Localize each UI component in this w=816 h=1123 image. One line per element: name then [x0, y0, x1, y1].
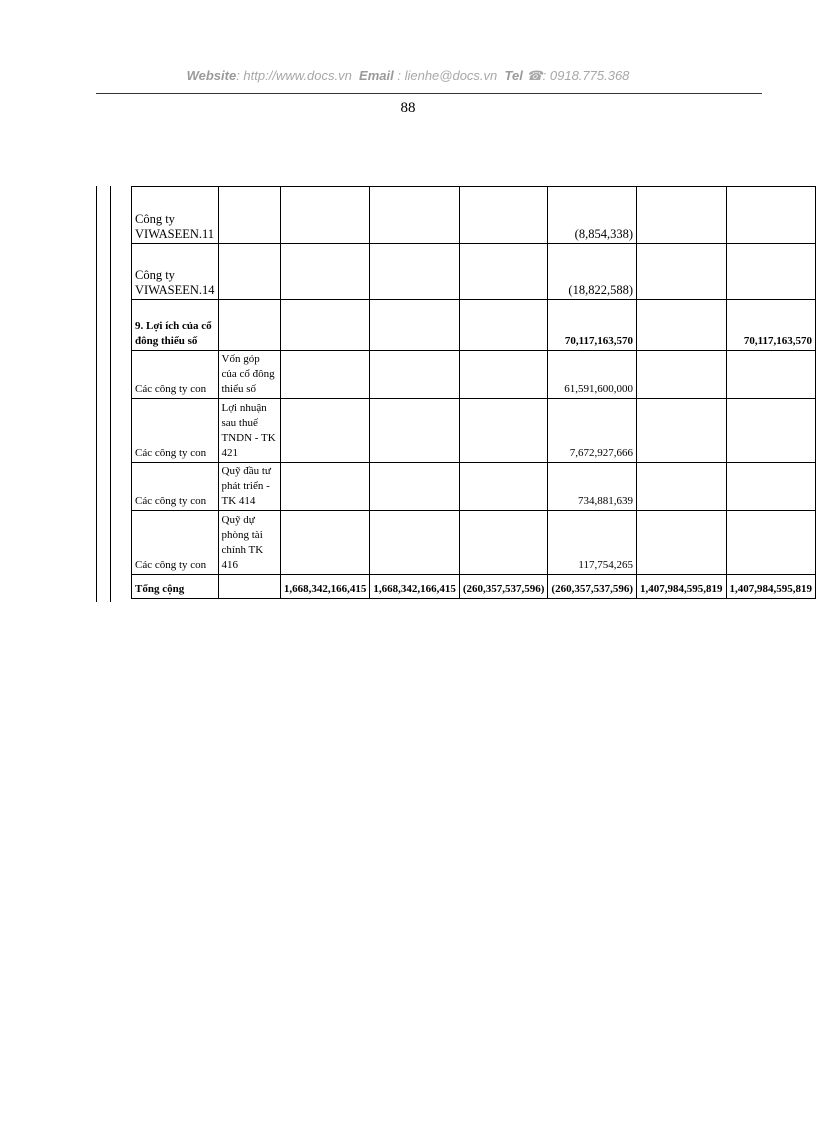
table-left-inner-border [110, 186, 111, 602]
table-row [132, 300, 816, 351]
cell-value [637, 300, 727, 351]
cell-entity: Công ty VIWASEEN.11 [132, 187, 219, 244]
cell-value [370, 463, 460, 511]
table-row [132, 187, 816, 244]
cell-value: (18,822,588) [548, 244, 637, 300]
cell-value [637, 399, 727, 463]
cell-entity: Các công ty con [132, 463, 219, 511]
website-label: Website [186, 68, 237, 83]
cell-value: 61,591,600,000 [548, 351, 637, 399]
cell-description [218, 187, 280, 244]
phone-icon: ☎ [526, 68, 543, 83]
cell-entity: Các công ty con [132, 511, 219, 575]
cell-value [459, 244, 548, 300]
cell-value: 70,117,163,570 [726, 300, 816, 351]
cell-description [218, 244, 280, 300]
cell-value: 734,881,639 [548, 463, 637, 511]
cell-value: 7,672,927,666 [548, 399, 637, 463]
cell-value [637, 187, 727, 244]
cell-value [280, 244, 370, 300]
cell-value [280, 300, 370, 351]
cell-value: (260,357,537,596) [459, 575, 548, 599]
cell-value [459, 511, 548, 575]
cell-value: (260,357,537,596) [548, 575, 637, 599]
email-label: Email [359, 68, 394, 83]
cell-description: Vốn góp của cổ đông thiểu số [218, 351, 280, 399]
cell-value [370, 300, 460, 351]
cell-value [726, 463, 816, 511]
table-total-row [132, 575, 816, 599]
cell-value [459, 300, 548, 351]
table-row [132, 511, 816, 575]
cell-description [218, 575, 280, 599]
cell-entity: Tổng cộng [132, 575, 219, 599]
cell-value [726, 351, 816, 399]
cell-value [459, 187, 548, 244]
cell-value [726, 399, 816, 463]
cell-value [726, 187, 816, 244]
cell-description: Quỹ đầu tư phát triển - TK 414 [218, 463, 280, 511]
header-rule [96, 93, 762, 94]
cell-entity: Công ty VIWASEEN.14 [132, 244, 219, 300]
cell-value [637, 351, 727, 399]
cell-value [459, 399, 548, 463]
cell-value [370, 187, 460, 244]
financial-table [131, 186, 816, 599]
cell-description: Quỹ dự phòng tài chính TK 416 [218, 511, 280, 575]
cell-value [280, 463, 370, 511]
tel-value: : 0918.775.368 [542, 68, 630, 83]
cell-value: 1,407,984,595,819 [637, 575, 727, 599]
table-row [132, 463, 816, 511]
cell-value: 117,754,265 [548, 511, 637, 575]
website-value: : http://www.docs.vn [236, 68, 352, 83]
page-number: 88 [400, 100, 416, 116]
cell-description: Lợi nhuận sau thuế TNDN - TK 421 [218, 399, 280, 463]
cell-value [280, 187, 370, 244]
cell-value [637, 244, 727, 300]
cell-value [459, 351, 548, 399]
cell-description [218, 300, 280, 351]
cell-value [370, 399, 460, 463]
email-value: : lienhe@docs.vn [397, 68, 498, 83]
cell-value [459, 463, 548, 511]
cell-entity: Các công ty con [132, 399, 219, 463]
cell-value: 1,407,984,595,819 [726, 575, 816, 599]
table-row [132, 244, 816, 300]
cell-value: (8,854,338) [548, 187, 637, 244]
cell-value: 1,668,342,166,415 [370, 575, 460, 599]
cell-value [637, 511, 727, 575]
cell-value [637, 463, 727, 511]
cell-value [280, 511, 370, 575]
cell-value [370, 511, 460, 575]
tel-label: Tel [504, 68, 523, 83]
cell-entity: Các công ty con [132, 351, 219, 399]
cell-value: 70,117,163,570 [548, 300, 637, 351]
cell-entity: 9. Lợi ích của cổ đông thiểu số [132, 300, 219, 351]
cell-value: 1,668,342,166,415 [280, 575, 370, 599]
page-header [0, 68, 816, 84]
cell-value [726, 511, 816, 575]
table-left-border [96, 186, 97, 602]
cell-value [280, 399, 370, 463]
cell-value [726, 244, 816, 300]
cell-value [370, 351, 460, 399]
cell-value [370, 244, 460, 300]
cell-value [280, 351, 370, 399]
table-row [132, 351, 816, 399]
table-row [132, 399, 816, 463]
